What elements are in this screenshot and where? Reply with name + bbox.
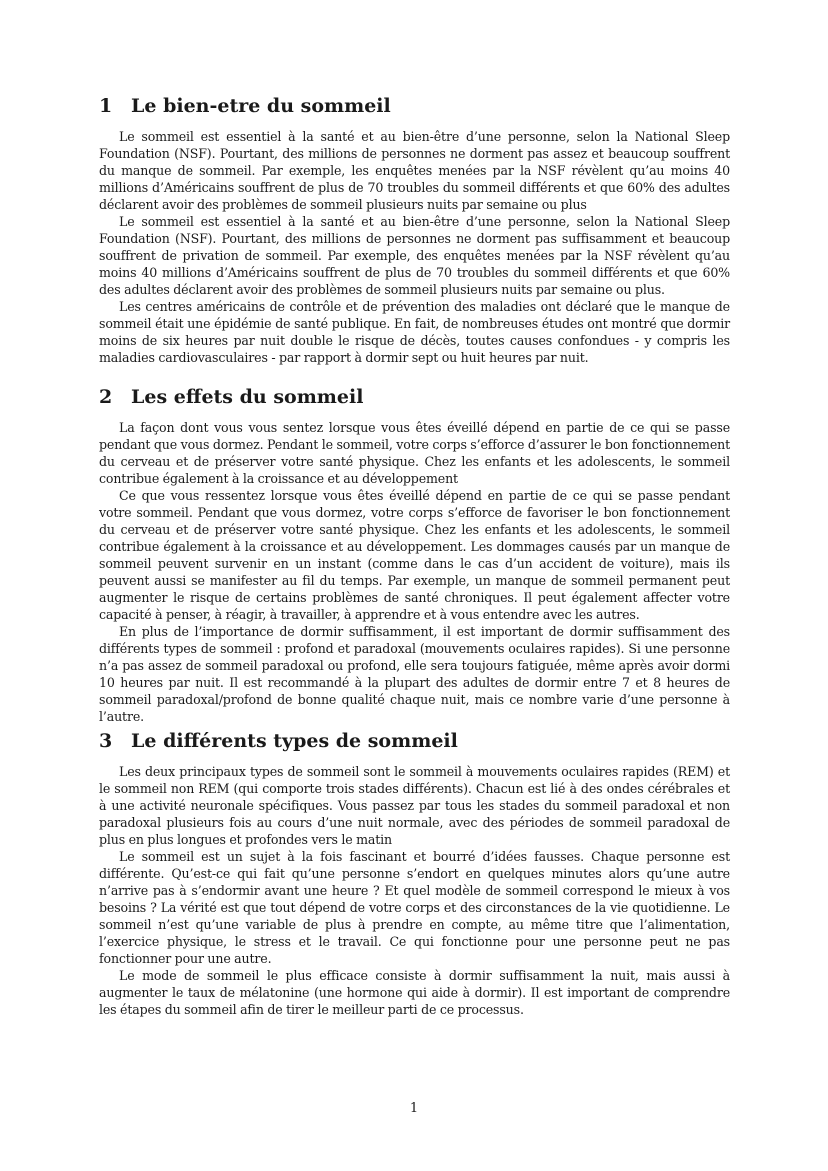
section-2	[99, 385, 730, 725]
section-3	[99, 729, 730, 1018]
paragraph: Le mode de sommeil le plus efficace consiste à dormir suffisamment la nuit, mais aussi à augmenter le taux de mélatonine (une hormone qui aide à dormir). Il est important de comprendre les étapes du sommeil afin de tirer le meilleur parti de ce processus.	[99, 968, 730, 1017]
paragraph: Ce que vous ressentez lorsque vous êtes éveillé dépend en partie de ce qui se passe pendant votre sommeil. Pendant que vous dormez, votre corps s’efforce de favoriser le bon fonctionnement du cerveau et de préserver votre santé physique. Chez les enfants et les adolescents, le sommeil contribue également à la croissance et au développement. Les dommages causés par un manque de sommeil peuvent survenir en un instant (comme dans le cas d’un accident de voiture), mais ils peuvent aussi se manifester au fil du temps. Par exemple, un manque de sommeil permanent peut augmenter le risque de certains problèmes de santé chroniques. Il peut également affecter votre capacité à penser, à réagir, à travailler, à apprendre et à vous entendre avec les autres.	[99, 488, 730, 622]
section-title: Le différents types de sommeil	[131, 730, 458, 752]
paragraph: Les centres américains de contrôle et de prévention des maladies ont déclaré que le manque de sommeil était une épidémie de santé publique. En fait, de nombreuses études ont montré que dormir moins de six heures par nuit double le risque de décès, toutes causes confondues - y compris les maladies cardiovasculaires - par rapport à dormir sept ou huit heures par nuit.	[99, 299, 730, 365]
section-number: 2	[99, 386, 113, 408]
page-number: 1	[409, 1101, 419, 1116]
section-1	[99, 94, 730, 366]
section-body	[99, 763, 730, 1018]
paragraph: Le sommeil est essentiel à la santé et au bien-être d’une personne, selon la National Sleep Foundation (NSF). Pourtant, des millions de personnes ne dorment pas suffisamment et beaucoup souffrent de privation de sommeil. Par exemple, des enquêtes menées par la NSF révèlent qu’au moins 40 millions d’Américains souffrent de plus de 70 troubles du sommeil différents et que 60% des adultes déclarent avoir des problèmes de sommeil plusieurs nuits par semaine ou plus.	[99, 214, 730, 297]
section-heading	[99, 385, 730, 409]
paragraph: Le sommeil est essentiel à la santé et au bien-être d’une personne, selon la National Sleep Foundation (NSF). Pourtant, des millions de personnes ne dorment pas assez et beaucoup souffrent du manque de sommeil. Par exemple, les enquêtes menées par la NSF révèlent qu’au moins 40 millions d’Américains souffrent de plus de 70 troubles du sommeil différents et que 60% des adultes déclarent avoir des problèmes de sommeil plusieurs nuits par semaine ou plus	[99, 129, 730, 212]
paragraph: La façon dont vous vous sentez lorsque vous êtes éveillé dépend en partie de ce qui se passe pendant que vous dormez. Pendant le sommeil, votre corps s’efforce d’assurer le bon fonctionnement du cerveau et de préserver votre santé physique. Chez les enfants et les adolescents, le sommeil contribue également à la croissance et au développement	[99, 420, 730, 486]
section-heading	[99, 729, 730, 753]
section-body	[99, 128, 730, 366]
section-number: 1	[99, 95, 113, 117]
section-heading	[99, 94, 730, 118]
paragraph: Les deux principaux types de sommeil sont le sommeil à mouvements oculaires rapides (REM) et le sommeil non REM (qui comporte trois stades différents). Chacun est lié à des ondes cérébrales et à une activité neuronale spécifiques. Vous passez par tous les stades du sommeil paradoxal et non paradoxal plusieurs fois au cours d’une nuit normale, avec des périodes de sommeil paradoxal de plus en plus longues et profondes vers le matin	[99, 764, 730, 847]
section-title: Le bien-etre du sommeil	[131, 95, 391, 117]
section-number: 3	[99, 730, 113, 752]
paragraph: En plus de l’importance de dormir suffisamment, il est important de dormir suffisamment des différents types de sommeil : profond et paradoxal (mouvements oculaires rapides). Si une personne n’a pas assez de sommeil paradoxal ou profond, elle sera toujours fatiguée, même après avoir dormi 10 heures par nuit. Il est recommandé à la plupart des adultes de dormir entre 7 et 8 heures de sommeil paradoxal/profond de bonne qualité chaque nuit, mais ce nombre varie d’une personne à l’autre.	[99, 624, 730, 724]
paragraph: Le sommeil est un sujet à la fois fascinant et bourré d’idées fausses. Chaque personne est différente. Qu’est-ce qui fait qu’une personne s’endort en quelques minutes alors qu’une autre n’arrive pas à s’endormir avant une heure ? Et quel modèle de sommeil correspond le mieux à vos besoins ? La vérité est que tout dépend de votre corps et des circonstances de la vie quotidienne. Le sommeil n’est qu’une variable de plus à prendre en compte, au même titre que l’alimentation, l’exercice physique, le stress et le travail. Ce qui fonctionne pour une personne peut ne pas fonctionner pour une autre.	[99, 849, 730, 966]
section-title: Les effets du sommeil	[131, 386, 364, 408]
section-body	[99, 419, 730, 725]
